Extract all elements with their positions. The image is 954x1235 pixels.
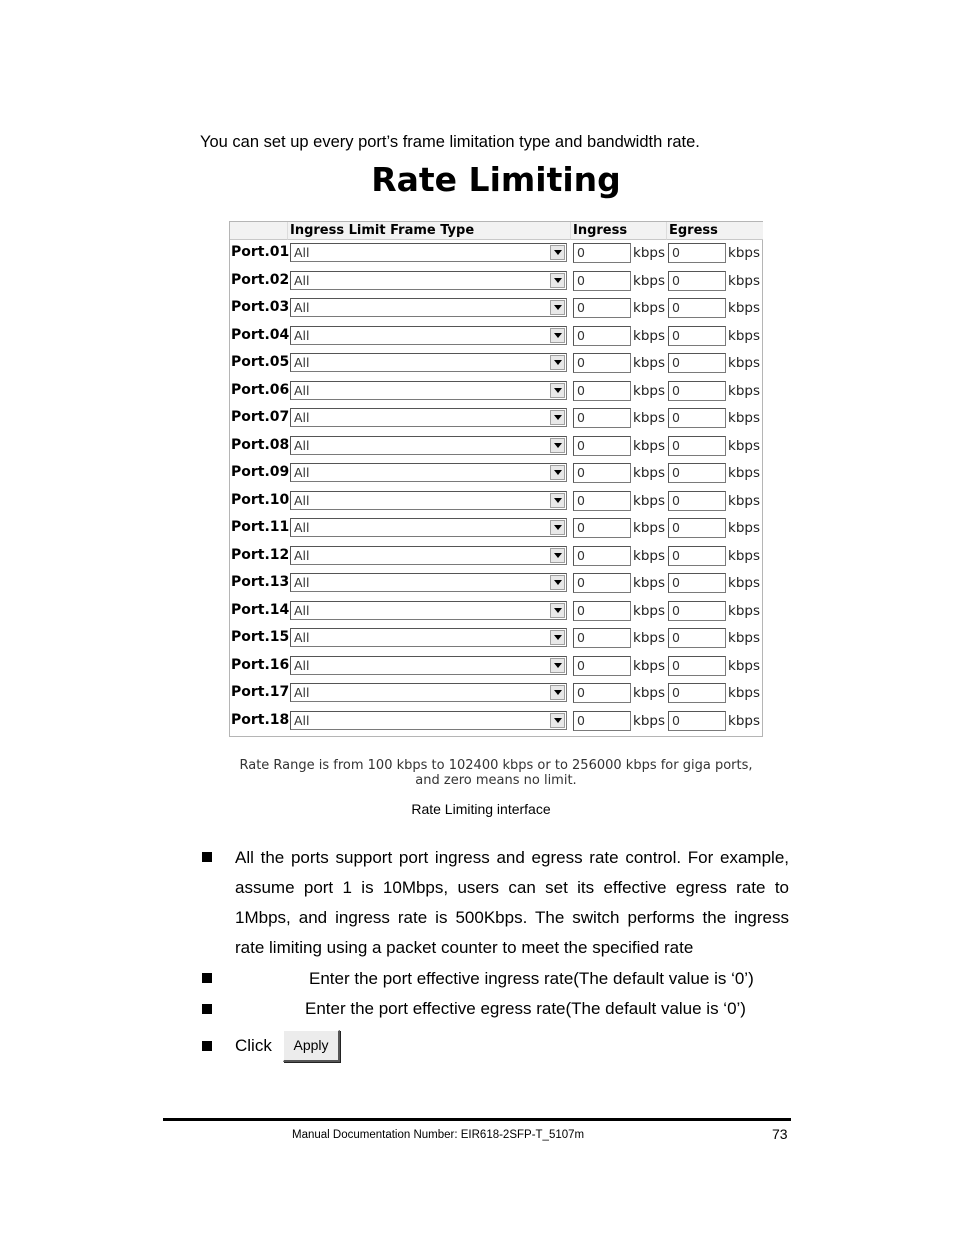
port-label: Port.12 bbox=[231, 546, 290, 563]
frame-type-select[interactable] bbox=[290, 711, 567, 730]
frame-type-select[interactable] bbox=[290, 381, 567, 400]
port-label: Port.15 bbox=[231, 629, 290, 645]
port-label: Port.07 bbox=[231, 409, 290, 425]
ingress-unit: kbps bbox=[633, 355, 665, 371]
dropdown-arrow-icon[interactable] bbox=[550, 713, 565, 728]
frame-type-value: All bbox=[294, 575, 310, 590]
egress-rate-input[interactable] bbox=[668, 656, 726, 676]
header-ingress: Ingress bbox=[571, 222, 667, 240]
egress-rate-value: 0 bbox=[672, 712, 680, 728]
egress-rate-input[interactable] bbox=[668, 436, 726, 456]
dropdown-arrow-icon[interactable] bbox=[550, 273, 565, 288]
ingress-rate-input[interactable] bbox=[573, 436, 631, 456]
port-label: Port.01 bbox=[231, 244, 290, 260]
dropdown-arrow-icon[interactable] bbox=[550, 575, 565, 590]
egress-unit: kbps bbox=[728, 712, 760, 729]
egress-rate-value: 0 bbox=[672, 657, 680, 673]
rate-range-note bbox=[200, 758, 792, 788]
frame-type-select[interactable] bbox=[290, 353, 567, 372]
egress-rate-value: 0 bbox=[672, 437, 680, 453]
table-row bbox=[230, 680, 762, 708]
ingress-rate-value: 0 bbox=[577, 575, 585, 590]
table-row bbox=[230, 543, 762, 571]
egress-unit: kbps bbox=[728, 300, 760, 316]
port-label: Port.02 bbox=[231, 271, 290, 288]
header-frame-type: Ingress Limit Frame Type bbox=[288, 222, 571, 240]
egress-rate-input[interactable] bbox=[668, 546, 726, 566]
ingress-rate-value: 0 bbox=[577, 547, 585, 563]
egress-rate-value: 0 bbox=[672, 300, 680, 315]
frame-type-select[interactable] bbox=[290, 656, 567, 675]
ingress-unit: kbps bbox=[633, 327, 665, 344]
frame-type-select[interactable] bbox=[290, 326, 567, 345]
egress-unit: kbps bbox=[728, 602, 760, 619]
intro-text: You can set up every port’s frame limitation type and bandwidth rate. bbox=[200, 133, 700, 151]
ingress-rate-value: 0 bbox=[577, 245, 585, 260]
dropdown-arrow-icon[interactable] bbox=[550, 355, 565, 370]
dropdown-arrow-icon[interactable] bbox=[550, 410, 565, 425]
frame-type-value: All bbox=[294, 300, 310, 315]
ingress-rate-value: 0 bbox=[577, 437, 585, 453]
bullet-text-2: Enter the port effective ingress rate(The default value is ‘0’) bbox=[309, 969, 754, 988]
ingress-unit: kbps bbox=[633, 465, 665, 481]
egress-rate-value: 0 bbox=[672, 547, 680, 563]
dropdown-arrow-icon[interactable] bbox=[550, 548, 565, 563]
apply-button[interactable]: Apply bbox=[283, 1030, 340, 1062]
dropdown-arrow-icon[interactable] bbox=[550, 438, 565, 453]
egress-rate-input[interactable] bbox=[668, 408, 726, 428]
ingress-rate-value: 0 bbox=[577, 382, 585, 398]
egress-unit: kbps bbox=[728, 657, 760, 674]
ingress-unit: kbps bbox=[633, 437, 665, 454]
egress-rate-value: 0 bbox=[672, 327, 680, 343]
egress-rate-input[interactable] bbox=[668, 573, 726, 593]
egress-unit: kbps bbox=[728, 685, 760, 701]
ingress-rate-input[interactable] bbox=[573, 408, 631, 428]
egress-rate-value: 0 bbox=[672, 685, 680, 700]
ingress-unit: kbps bbox=[633, 382, 665, 399]
dropdown-arrow-icon[interactable] bbox=[550, 685, 565, 700]
egress-unit: kbps bbox=[728, 520, 760, 536]
table-row bbox=[230, 515, 762, 543]
frame-type-value: All bbox=[294, 492, 310, 508]
dropdown-arrow-icon[interactable] bbox=[550, 300, 565, 315]
table-row bbox=[230, 708, 762, 736]
dropdown-arrow-icon[interactable] bbox=[550, 630, 565, 645]
ingress-rate-input[interactable] bbox=[573, 271, 631, 291]
egress-unit: kbps bbox=[728, 382, 760, 399]
ingress-unit: kbps bbox=[633, 410, 665, 426]
ingress-rate-value: 0 bbox=[577, 602, 585, 618]
table-row bbox=[230, 653, 762, 681]
port-label: Port.13 bbox=[231, 574, 290, 590]
ingress-rate-input[interactable] bbox=[573, 711, 631, 731]
frame-type-select[interactable] bbox=[290, 683, 567, 702]
port-label: Port.14 bbox=[231, 601, 290, 618]
table-row bbox=[230, 433, 762, 461]
page-title: Rate Limiting bbox=[371, 160, 621, 199]
frame-type-select[interactable] bbox=[290, 271, 567, 290]
frame-type-value: All bbox=[294, 410, 310, 425]
rate-note-line-2: and zero means no limit. bbox=[415, 773, 577, 788]
ingress-unit: kbps bbox=[633, 520, 665, 536]
egress-rate-value: 0 bbox=[672, 355, 680, 370]
frame-type-value: All bbox=[294, 272, 310, 288]
ingress-unit: kbps bbox=[633, 657, 665, 674]
port-label: Port.09 bbox=[231, 464, 290, 480]
dropdown-arrow-icon[interactable] bbox=[550, 245, 565, 260]
bullet-square-icon bbox=[202, 1041, 212, 1051]
bullet-square-icon bbox=[202, 973, 212, 983]
ingress-rate-input[interactable] bbox=[573, 463, 631, 483]
ingress-rate-input[interactable] bbox=[573, 298, 631, 318]
footer-doc-number: Manual Documentation Number: EIR618-2SFP-T_5107m bbox=[292, 1129, 585, 1141]
frame-type-value: All bbox=[294, 355, 310, 370]
egress-rate-value: 0 bbox=[672, 575, 680, 590]
egress-rate-value: 0 bbox=[672, 410, 680, 425]
ingress-rate-input[interactable] bbox=[573, 573, 631, 593]
egress-rate-input[interactable] bbox=[668, 711, 726, 731]
table-row bbox=[230, 295, 762, 323]
dropdown-arrow-icon[interactable] bbox=[550, 658, 565, 673]
ingress-rate-value: 0 bbox=[577, 520, 585, 535]
egress-unit: kbps bbox=[728, 327, 760, 344]
header-egress: Egress bbox=[667, 222, 763, 240]
egress-rate-input[interactable] bbox=[668, 491, 726, 511]
ingress-unit: kbps bbox=[633, 245, 665, 261]
egress-rate-input[interactable] bbox=[668, 326, 726, 346]
ingress-unit: kbps bbox=[633, 272, 665, 289]
table-row bbox=[230, 323, 762, 351]
egress-rate-value: 0 bbox=[672, 520, 680, 535]
port-label: Port.11 bbox=[231, 519, 290, 535]
ingress-unit: kbps bbox=[633, 712, 665, 729]
ingress-rate-value: 0 bbox=[577, 327, 585, 343]
port-label: Port.04 bbox=[231, 326, 290, 343]
bullet-text-1: All the ports support port ingress and egress rate control. For example, assume port 1 is 10Mbps, users can set its effective egress rate to 1Mbps, and ingress rate is 500Kbps. The switch performs the ingress rate limiting using a packet counter to meet the specified rate bbox=[235, 848, 789, 957]
egress-unit: kbps bbox=[728, 245, 760, 261]
dropdown-arrow-icon[interactable] bbox=[550, 328, 565, 343]
ingress-unit: kbps bbox=[633, 685, 665, 701]
frame-type-select[interactable] bbox=[290, 491, 567, 510]
port-label: Port.06 bbox=[231, 381, 290, 398]
ingress-unit: kbps bbox=[633, 300, 665, 316]
ingress-rate-input[interactable] bbox=[573, 546, 631, 566]
egress-unit: kbps bbox=[728, 492, 760, 509]
ingress-rate-value: 0 bbox=[577, 657, 585, 673]
ingress-unit: kbps bbox=[633, 492, 665, 509]
egress-unit: kbps bbox=[728, 575, 760, 591]
page-number: 73 bbox=[772, 1126, 788, 1142]
egress-unit: kbps bbox=[728, 272, 760, 289]
figure-caption: Rate Limiting interface bbox=[411, 801, 551, 817]
ingress-rate-value: 0 bbox=[577, 355, 585, 370]
egress-rate-input[interactable] bbox=[668, 628, 726, 648]
egress-rate-value: 0 bbox=[672, 272, 680, 288]
table-row bbox=[230, 240, 762, 268]
egress-rate-input[interactable] bbox=[668, 243, 726, 263]
egress-unit: kbps bbox=[728, 355, 760, 371]
frame-type-value: All bbox=[294, 547, 310, 563]
frame-type-value: All bbox=[294, 327, 310, 343]
frame-type-select[interactable] bbox=[290, 408, 567, 427]
ingress-rate-input[interactable] bbox=[573, 656, 631, 676]
egress-rate-value: 0 bbox=[672, 602, 680, 618]
ingress-rate-value: 0 bbox=[577, 712, 585, 728]
egress-unit: kbps bbox=[728, 465, 760, 481]
bullet-square-icon bbox=[202, 852, 212, 862]
table-row bbox=[230, 598, 762, 626]
egress-unit: kbps bbox=[728, 410, 760, 426]
port-label: Port.08 bbox=[231, 436, 290, 453]
frame-type-select[interactable] bbox=[290, 436, 567, 455]
frame-type-value: All bbox=[294, 602, 310, 618]
dropdown-arrow-icon[interactable] bbox=[550, 603, 565, 618]
header-blank bbox=[230, 222, 288, 240]
bullet-text-3: Enter the port effective egress rate(The default value is ‘0’) bbox=[305, 999, 746, 1018]
table-row bbox=[230, 625, 762, 653]
frame-type-value: All bbox=[294, 245, 310, 260]
frame-type-value: All bbox=[294, 382, 310, 398]
frame-type-select[interactable] bbox=[290, 601, 567, 620]
frame-type-value: All bbox=[294, 685, 310, 700]
port-label: Port.10 bbox=[231, 491, 290, 508]
egress-rate-value: 0 bbox=[672, 630, 680, 645]
table-row bbox=[230, 268, 762, 296]
frame-type-value: All bbox=[294, 437, 310, 453]
frame-type-value: All bbox=[294, 520, 310, 535]
frame-type-value: All bbox=[294, 712, 310, 728]
port-label: Port.03 bbox=[231, 299, 290, 315]
table-row bbox=[230, 488, 762, 516]
egress-rate-input[interactable] bbox=[668, 271, 726, 291]
egress-rate-input[interactable] bbox=[668, 298, 726, 318]
egress-rate-input[interactable] bbox=[668, 381, 726, 401]
egress-rate-value: 0 bbox=[672, 492, 680, 508]
bullet-square-icon bbox=[202, 1004, 212, 1014]
ingress-rate-value: 0 bbox=[577, 492, 585, 508]
ingress-rate-value: 0 bbox=[577, 465, 585, 480]
port-label: Port.17 bbox=[231, 684, 290, 700]
frame-type-select[interactable] bbox=[290, 573, 567, 592]
frame-type-value: All bbox=[294, 465, 310, 480]
table-row bbox=[230, 405, 762, 433]
port-label: Port.05 bbox=[231, 354, 290, 370]
egress-rate-value: 0 bbox=[672, 382, 680, 398]
ingress-unit: kbps bbox=[633, 547, 665, 564]
ingress-rate-value: 0 bbox=[577, 630, 585, 645]
ingress-rate-input[interactable] bbox=[573, 628, 631, 648]
ingress-rate-value: 0 bbox=[577, 410, 585, 425]
egress-unit: kbps bbox=[728, 437, 760, 454]
port-label: Port.18 bbox=[231, 711, 290, 728]
frame-type-select[interactable] bbox=[290, 546, 567, 565]
ingress-rate-input[interactable] bbox=[573, 518, 631, 538]
frame-type-select[interactable] bbox=[290, 243, 567, 262]
dropdown-arrow-icon[interactable] bbox=[550, 383, 565, 398]
dropdown-arrow-icon[interactable] bbox=[550, 465, 565, 480]
frame-type-select[interactable] bbox=[290, 628, 567, 647]
egress-rate-input[interactable] bbox=[668, 683, 726, 703]
ingress-rate-input[interactable] bbox=[573, 601, 631, 621]
table-row bbox=[230, 570, 762, 598]
ingress-rate-input[interactable] bbox=[573, 491, 631, 511]
egress-rate-value: 0 bbox=[672, 245, 680, 260]
port-label: Port.16 bbox=[231, 656, 290, 673]
frame-type-select[interactable] bbox=[290, 463, 567, 482]
egress-rate-input[interactable] bbox=[668, 463, 726, 483]
frame-type-value: All bbox=[294, 657, 310, 673]
dropdown-arrow-icon[interactable] bbox=[550, 520, 565, 535]
rate-limiting-table bbox=[229, 221, 763, 737]
frame-type-select[interactable] bbox=[290, 298, 567, 317]
ingress-rate-value: 0 bbox=[577, 685, 585, 700]
ingress-rate-input[interactable] bbox=[573, 353, 631, 373]
frame-type-select[interactable] bbox=[290, 518, 567, 537]
ingress-rate-input[interactable] bbox=[573, 683, 631, 703]
ingress-rate-input[interactable] bbox=[573, 243, 631, 263]
table-row bbox=[230, 350, 762, 378]
ingress-unit: kbps bbox=[633, 575, 665, 591]
frame-type-value: All bbox=[294, 630, 310, 645]
table-row bbox=[230, 460, 762, 488]
egress-rate-input[interactable] bbox=[668, 601, 726, 621]
rate-note-line-1: Rate Range is from 100 kbps to 102400 kbps or to 256000 kbps for giga ports, bbox=[239, 758, 753, 773]
ingress-rate-input[interactable] bbox=[573, 381, 631, 401]
egress-rate-input[interactable] bbox=[668, 353, 726, 373]
footer-divider bbox=[163, 1118, 791, 1121]
dropdown-arrow-icon[interactable] bbox=[550, 493, 565, 508]
bullet-text-4: Click bbox=[235, 1036, 272, 1055]
table-row bbox=[230, 378, 762, 406]
ingress-rate-input[interactable] bbox=[573, 326, 631, 346]
ingress-rate-value: 0 bbox=[577, 272, 585, 288]
egress-unit: kbps bbox=[728, 547, 760, 564]
ingress-unit: kbps bbox=[633, 602, 665, 619]
ingress-unit: kbps bbox=[633, 630, 665, 646]
egress-rate-input[interactable] bbox=[668, 518, 726, 538]
egress-rate-value: 0 bbox=[672, 465, 680, 480]
ingress-rate-value: 0 bbox=[577, 300, 585, 315]
egress-unit: kbps bbox=[728, 630, 760, 646]
